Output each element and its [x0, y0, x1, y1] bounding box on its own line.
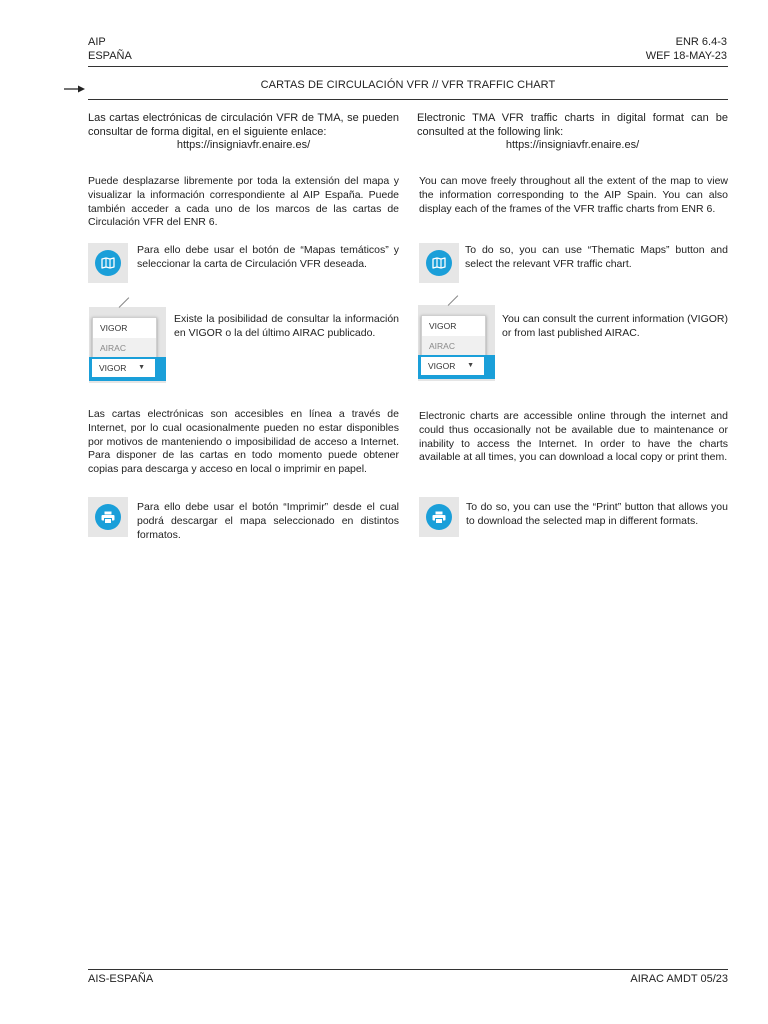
- change-arrow-icon: [64, 84, 86, 94]
- en-paragraph-vigor: You can consult the current information (VIGOR) or from last published AIRAC.: [502, 313, 728, 339]
- caret-down-icon: ▼: [138, 364, 145, 371]
- map-icon: [101, 257, 115, 269]
- version-option-vigor[interactable]: VIGOR: [429, 321, 457, 331]
- es-link[interactable]: https://insigniavfr.enaire.es/: [176, 139, 311, 151]
- version-select[interactable]: [421, 357, 484, 375]
- header-country: ESPAÑA: [88, 50, 132, 62]
- version-selected-value: VIGOR: [99, 363, 127, 373]
- en-paragraph-map: You can move freely throughout all the extent of the map to view the information corresponding to the AIP Spain. You can also display each of the frames of the VFR traffic charts from ENR 6.: [419, 175, 728, 215]
- version-option-airac[interactable]: AIRAC: [93, 338, 156, 358]
- caret-down-icon: ▼: [467, 362, 474, 369]
- header-rule: [88, 66, 728, 67]
- version-menu: [92, 317, 157, 360]
- footer-rule: [88, 969, 728, 970]
- footer-publisher: AIS-ESPAÑA: [88, 973, 154, 985]
- footer-amendment: AIRAC AMDT 05/23: [630, 973, 728, 985]
- es-paragraph-online: Las cartas electrónicas son accesibles en línea a través de Internet, por lo cual ocasionalmente pueden no estar disponibles por motivos de manteniendo o imposibilidad de acceso a Internet. Para disponer de las cartas en todo momento puede obtener copias para descarga y acceso en local o imprimir en papel.: [88, 408, 399, 476]
- en-paragraph-thematic: To do so, you can use “Thematic Maps” button and select the relevant VFR traffic chart.: [465, 244, 728, 270]
- print-button-en[interactable]: [419, 497, 459, 537]
- es-intro: Las cartas electrónicas de circulación VFR de TMA, se pueden consultar de forma digital, en el siguiente enlace:: [88, 112, 399, 138]
- version-selected-value: VIGOR: [428, 361, 456, 371]
- version-select[interactable]: [92, 359, 155, 377]
- header-aip: AIP: [88, 36, 106, 48]
- version-option-vigor[interactable]: VIGOR: [100, 323, 128, 333]
- map-icon: [432, 257, 446, 269]
- en-link[interactable]: https://insigniavfr.enaire.es/: [505, 139, 640, 151]
- version-dropdown-es[interactable]: [89, 307, 166, 383]
- thematic-maps-button-es[interactable]: [88, 243, 128, 283]
- title-rule: [88, 99, 728, 100]
- es-paragraph-print: Para ello debe usar el botón “Imprimir” desde el cual podrá descargar el mapa seleccionado en distintos formatos.: [137, 501, 399, 541]
- es-paragraph-thematic: Para ello debe usar el botón de “Mapas temáticos” y seleccionar la carta de Circulación VFR deseada.: [137, 244, 399, 270]
- print-icon: [432, 511, 446, 524]
- thematic-maps-button-en[interactable]: [419, 243, 459, 283]
- en-intro: Electronic TMA VFR traffic charts in digital format can be consulted at the following link:: [417, 112, 728, 138]
- page-title: CARTAS DE CIRCULACIÓN VFR // VFR TRAFFIC CHART: [260, 79, 556, 91]
- header-effective-date: WEF 18-MAY-23: [645, 50, 727, 62]
- version-menu: [421, 315, 486, 358]
- es-paragraph-map: Puede desplazarse libremente por toda la extensión del mapa y visualizar la información correspondiente al AIP España. Puede también acceder a cada uno de los marcos de las cartas de Circulación VFR del ENR 6.: [88, 175, 399, 229]
- es-paragraph-vigor: Existe la posibilidad de consultar la información en VIGOR o la del último AIRAC publicado.: [174, 313, 399, 339]
- en-paragraph-online: Electronic charts are accessible online through the internet and could thus occasionally not be available due to maintenance or inability to access the Internet. In order to have the charts available at all times, you can download a local copy or print them.: [419, 410, 728, 464]
- en-paragraph-print: To do so, you can use the “Print” button that allows you to download the selected map in different formats.: [466, 501, 728, 527]
- version-dropdown-en[interactable]: [418, 305, 495, 381]
- version-option-airac[interactable]: AIRAC: [422, 336, 485, 356]
- print-icon: [101, 511, 115, 524]
- print-button-es[interactable]: [88, 497, 128, 537]
- header-page-number: ENR 6.4-3: [675, 36, 727, 48]
